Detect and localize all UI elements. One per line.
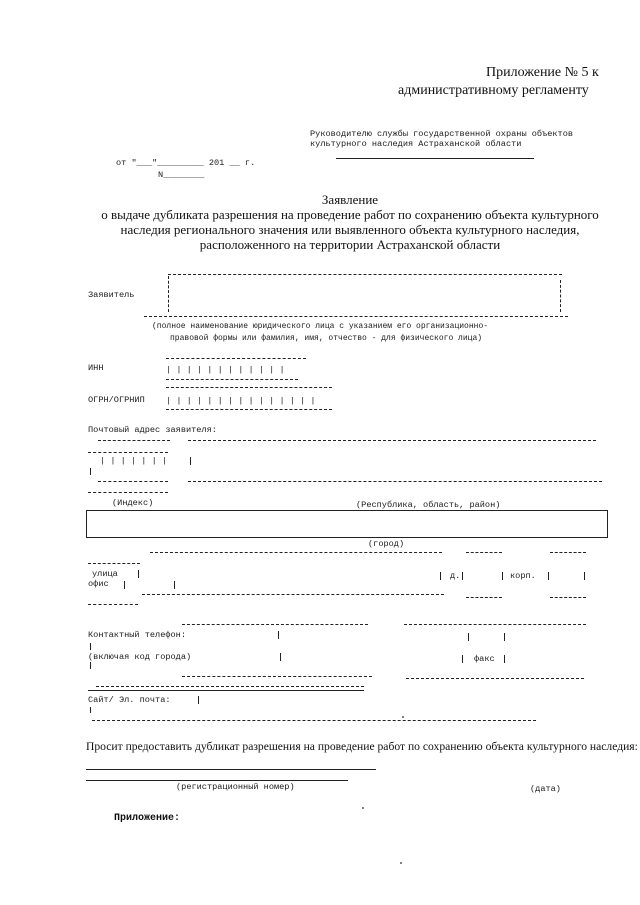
applicant-hint-1: (полное наименование юридического лица с указанием его организационно- xyxy=(152,322,489,331)
inn-cells: | | | | | | | | | | | | xyxy=(166,365,285,375)
corp-label: корп. xyxy=(510,571,536,581)
corp-box-top xyxy=(550,552,586,553)
fax-box-bottom xyxy=(406,678,584,679)
date-line: от "___"_________ 201 __ г. xyxy=(116,158,256,168)
street-box-top xyxy=(150,552,442,553)
code-box-left xyxy=(90,662,91,669)
ogrn-box-bottom xyxy=(166,409,332,410)
region-box-left xyxy=(190,457,191,465)
applicant-box-bottom xyxy=(144,316,568,317)
house-box-right xyxy=(502,572,503,580)
phone-code-label: (включая код города) xyxy=(88,652,192,662)
scan-speck xyxy=(402,716,404,718)
phone-label: Контактный телефон: xyxy=(88,630,186,640)
office-box-top xyxy=(88,563,140,564)
applicant-label: Заявитель xyxy=(88,290,135,300)
office-box-right xyxy=(174,581,175,589)
reg-number-label: (регистрационный номер) xyxy=(176,782,295,792)
title-line-3: наследия регионального значения или выявленного объекта культурного наследия, xyxy=(120,222,580,237)
street-label: улица xyxy=(92,569,118,579)
street-box-bottom xyxy=(142,594,444,595)
site-box-divider xyxy=(198,696,199,704)
fax-cell-right xyxy=(504,633,505,641)
index-label: (Индекс) xyxy=(112,498,154,508)
fax-box-right xyxy=(504,655,505,663)
scan-speck-3 xyxy=(400,862,402,864)
title-word: Заявление xyxy=(321,192,379,207)
title-line-4: расположенного на территории Астраханской области xyxy=(199,237,501,252)
fax-label: факс xyxy=(474,654,495,664)
phone-box-bottom xyxy=(182,676,372,677)
index-cells: | | | | | | | xyxy=(100,456,168,466)
fax-box-top xyxy=(404,624,586,625)
street-box-right xyxy=(440,572,441,580)
house-box-top xyxy=(466,552,502,553)
ogrn-box-top xyxy=(166,387,332,388)
applicant-box-left xyxy=(168,276,169,312)
date-label: (дата) xyxy=(530,784,561,794)
city-label: (город) xyxy=(368,539,405,549)
index-box-top xyxy=(98,440,170,441)
reg-number-line-1 xyxy=(86,769,376,770)
index-box-upper-rule xyxy=(88,452,168,453)
region-label: (Республика, область, район) xyxy=(356,500,501,510)
site-label: Сайт/ Эл. почта: xyxy=(88,695,171,705)
house-box-left xyxy=(462,572,463,580)
corp-box-left xyxy=(548,572,549,580)
office-label: офис xyxy=(88,579,109,589)
phone-box-right xyxy=(280,653,281,661)
scan-speck-2 xyxy=(362,807,364,809)
site-box-left xyxy=(90,707,91,713)
index-box-lower-rule xyxy=(88,492,168,493)
addressee-line-2: культурного наследия Астраханской области xyxy=(310,139,522,149)
office-box-left xyxy=(124,581,125,589)
fax-cell-left xyxy=(468,633,469,641)
index-box-left xyxy=(90,468,91,475)
header-line-1: Приложение № 5 к xyxy=(486,65,599,80)
header-line-2: административному регламенту xyxy=(398,83,589,98)
house-box-bottom xyxy=(466,597,502,598)
phone-box-top xyxy=(182,624,368,625)
applicant-box-right xyxy=(560,280,561,312)
postal-label: Почтовый адрес заявителя: xyxy=(88,425,217,435)
phone-box-left xyxy=(90,643,91,650)
inn-box-bottom xyxy=(166,379,298,380)
addressee-line-1: Руководителю службы государственной охраны объектов xyxy=(310,129,574,139)
addressee-underline xyxy=(336,158,534,159)
site-box-bottom xyxy=(92,720,536,721)
site-box-top xyxy=(96,686,364,687)
house-label: д. xyxy=(450,571,461,581)
title-line-2: о выдаче дубликата разрешения на проведение работ по сохранению объекта культурного xyxy=(101,207,599,222)
fax-box-left xyxy=(462,655,463,663)
office-box-bottom xyxy=(88,604,138,605)
applicant-box-top xyxy=(168,274,562,275)
street-box-left xyxy=(138,570,139,578)
applicant-hint-2: правовой формы или фамилия, имя, отчество - для физического лица) xyxy=(170,334,483,343)
city-field-box xyxy=(86,510,608,538)
inn-label: ИНН xyxy=(88,363,104,373)
reg-number-line-2 xyxy=(86,780,348,781)
attachment-label: Приложение: xyxy=(114,813,181,824)
ogrn-label: ОГРН/ОГРНИП xyxy=(88,395,145,405)
region-box-top xyxy=(188,440,596,441)
ogrn-cells: | | | | | | | | | | | | | | | xyxy=(166,396,316,406)
request-text: Просит предоставить дубликат разрешения на проведение работ по сохранению объекта культурного наследия: xyxy=(86,740,638,753)
site-box-top-rule xyxy=(88,690,364,691)
region-box-bottom xyxy=(188,481,602,482)
index-box-bottom xyxy=(98,481,168,482)
corp-box-bottom xyxy=(550,597,586,598)
inn-box-top xyxy=(166,358,306,359)
phone-box-divider xyxy=(278,631,279,639)
number-line: N________ xyxy=(158,170,205,180)
corp-box-right xyxy=(584,572,585,580)
